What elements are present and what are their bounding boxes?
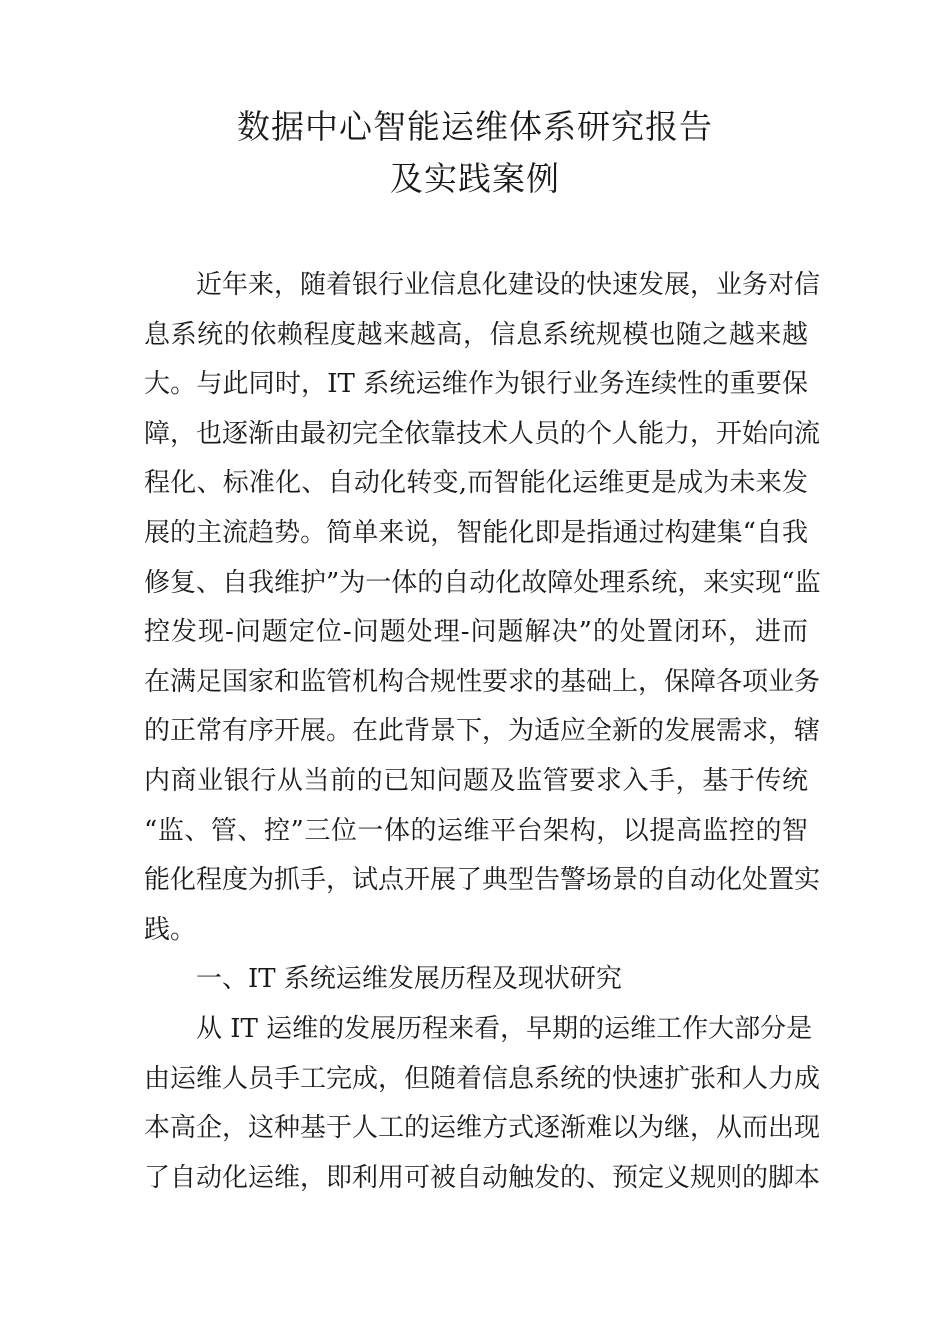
paragraph-1-line: 障，也逐渐由最初完全依靠技术人员的个人能力，开始向流	[144, 418, 821, 449]
document-title-line-1: 数据中心智能运维体系研究报告	[237, 107, 713, 146]
paragraph-1-line: 修复、自我维护”为一体的自动化故障处理系统，来实现“监	[144, 567, 821, 598]
paragraph-1-line: 的正常有序开展。在此背景下，为适应全新的发展需求，辖	[144, 716, 821, 747]
paragraph-1-line: 内商业银行从当前的已知问题及监管要求入手，基于传统	[144, 765, 808, 796]
paragraph-1-line: “监、管、控”三位一体的运维平台架构，以提高监控的智	[144, 815, 808, 846]
paragraph-2-line: 本高企，这种基于人工的运维方式逐渐难以为继，从而出现	[144, 1113, 821, 1144]
paragraph-1-line: 践。	[144, 914, 197, 945]
paragraph-1-line: 大。与此同时，IT 系统运维作为银行业务连续性的重要保	[144, 369, 808, 400]
section-heading: 一、IT 系统运维发展历程及现状研究	[196, 964, 622, 995]
paragraph-1-line: 展的主流趋势。简单来说，智能化即是指通过构建集“自我	[144, 517, 808, 548]
paragraph-1-line: 近年来，随着银行业信息化建设的快速发展，业务对信	[196, 270, 821, 300]
paragraph-2-line: 由运维人员手工完成，但随着信息系统的快速扩张和人力成	[144, 1063, 821, 1094]
document-title-line-2: 及实践案例	[390, 159, 560, 198]
paragraph-1-line: 程化、标准化、自动化转变,而智能化运维更是成为未来发	[144, 468, 808, 499]
paragraph-1-line: 息系统的依赖程度越来越高，信息系统规模也随之越来越	[144, 319, 808, 350]
document-body	[144, 261, 821, 1203]
paragraph-2-line: 了自动化运维，即利用可被自动触发的、预定义规则的脚本	[144, 1162, 821, 1193]
paragraph-1-line: 控发现-问题定位-问题处理-问题解决”的处置闭环，进而	[144, 617, 808, 648]
paragraph-1-line: 能化程度为抓手，试点开展了典型告警场景的自动化处置实	[144, 865, 821, 896]
paragraph-2-line: 从 IT 运维的发展历程来看，早期的运维工作大部分是	[196, 1013, 813, 1044]
paragraph-1-line: 在满足国家和监管机构合规性要求的基础上，保障各项业务	[144, 666, 821, 697]
